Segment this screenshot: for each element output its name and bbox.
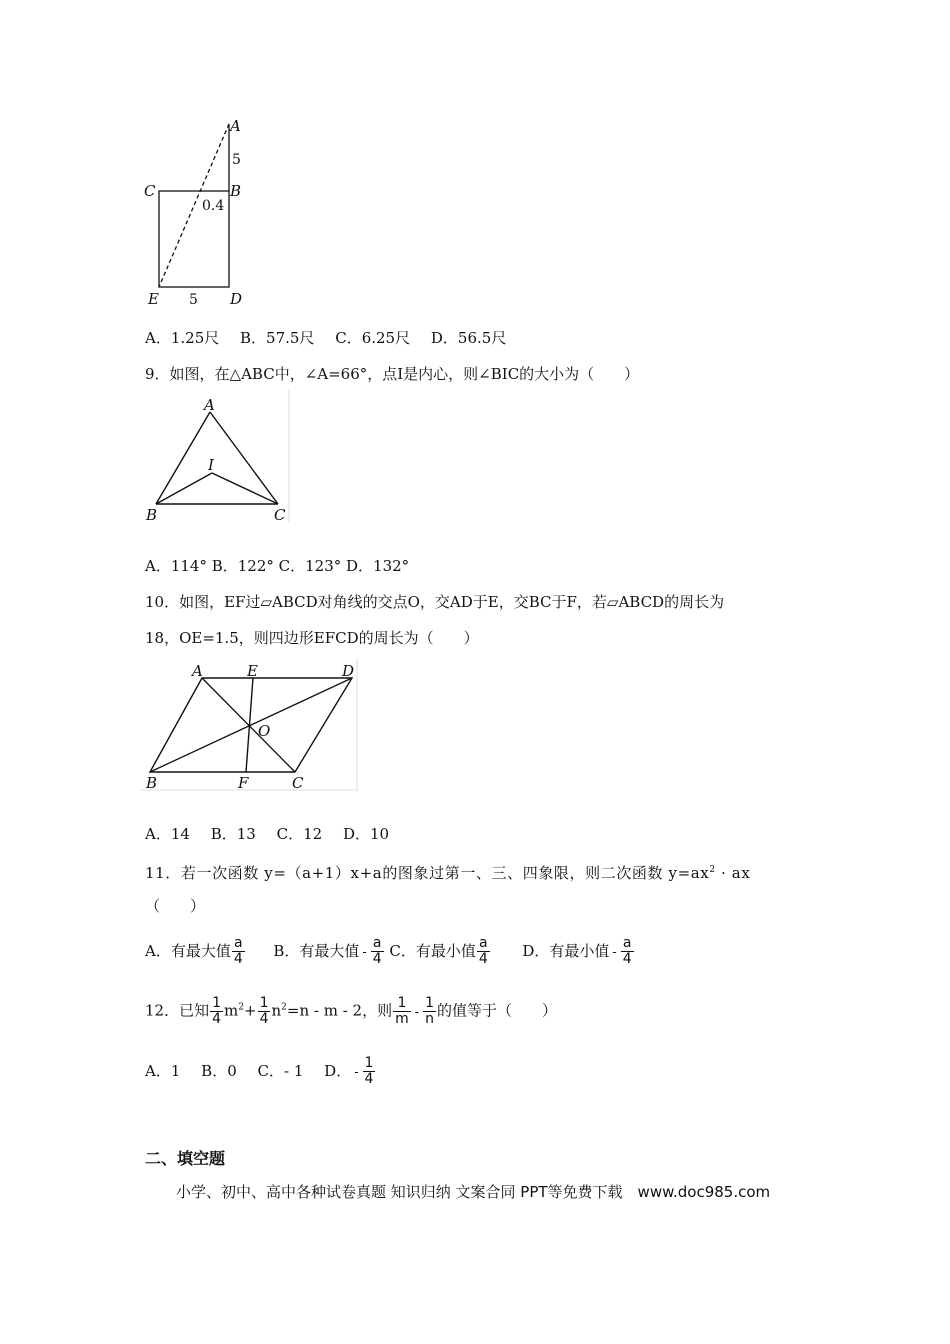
figure-q10	[140, 658, 365, 793]
q10-line1: 10．如图，EF过▱ABCD对角线的交点O，交AD于E，交BC于F，若▱ABCD的周长为	[145, 593, 725, 611]
label-O: O	[258, 722, 271, 740]
length-cb: 0.4	[202, 198, 225, 214]
q8-option-b: B．57.5尺	[240, 329, 315, 347]
q8-options	[145, 328, 522, 348]
q12-option-a: A．1	[145, 1061, 181, 1080]
label-C: C	[274, 506, 286, 524]
label-A: A	[204, 396, 215, 414]
label-E: E	[247, 662, 258, 680]
q8-option-a: A．1.25尺	[145, 329, 220, 347]
length-ed: 5	[189, 292, 198, 308]
section-title: 二、填空题	[145, 1149, 226, 1168]
label-C: C	[292, 774, 304, 792]
label-C: C	[144, 182, 156, 200]
figure-q8	[140, 112, 260, 312]
q12-option-b: B．0	[201, 1061, 237, 1080]
q11-option-a: A．有最大值 $\frac{a}{4}$	[145, 935, 243, 967]
q11-options	[145, 936, 635, 967]
label-D: D	[230, 290, 243, 308]
label-B: B	[146, 774, 158, 792]
q8-option-d: D．56.5尺	[430, 329, 507, 347]
q10-option-b: B．13	[210, 825, 256, 843]
q12-options	[145, 1056, 376, 1087]
q11-option-b: B．有最大值 - $\frac{a}{4}$	[273, 935, 382, 967]
q11-line2: （ ）	[145, 897, 206, 915]
label-D: D	[342, 662, 355, 680]
q11-option-c: C．有最小值 $\frac{a}{4}$	[389, 935, 488, 967]
q12-option-d: D． - $\frac{1}{4}$	[324, 1055, 374, 1087]
q10-option-c: C．12	[276, 825, 323, 843]
label-I: I	[208, 456, 214, 474]
label-A: A	[230, 117, 241, 135]
q9-options: A．114° B．122° C．123° D．132°	[145, 557, 410, 575]
footer-text: 小学、初中、高中各种试卷真题 知识归纳 文案合同 PPT等免费下载 www.doc985.com	[176, 1183, 771, 1201]
q8-option-c: C．6.25尺	[335, 329, 411, 347]
q10-options	[145, 824, 405, 844]
figure-q9	[140, 390, 300, 530]
q10-option-d: D．10	[342, 825, 390, 843]
q11-option-d: D．有最小值 - $\frac{a}{4}$	[522, 935, 632, 967]
label-B: B	[146, 506, 158, 524]
q12-text: 12．已知 $\frac{1}{4}$ $m^2+$ $\frac{1}{4}$ $n^2=n - m - 2$，则 $\frac{1}{m}$ - $\frac{1}{n}$ 的值等于（ ）	[145, 995, 558, 1027]
q10-line2: 18，OE=1.5，则四边形EFCD的周长为（ ）	[145, 629, 479, 647]
label-A: A	[192, 662, 203, 680]
q12-option-c: C．- 1	[257, 1061, 304, 1080]
q10-option-a: A．14	[145, 825, 190, 843]
length-ab: 5	[232, 152, 241, 168]
label-B: B	[230, 182, 242, 200]
label-F: F	[238, 774, 249, 792]
q9-text: 9．如图，在△ABC中，∠A=66°，点I是内心，则∠BIC的大小为（ ）	[145, 365, 640, 383]
q11-line1: 11．若一次函数 y=（a+1）x+a的图象过第一、三、四象限，则二次函数 $y=ax^2$ · ax	[145, 864, 751, 882]
label-E: E	[148, 290, 159, 308]
